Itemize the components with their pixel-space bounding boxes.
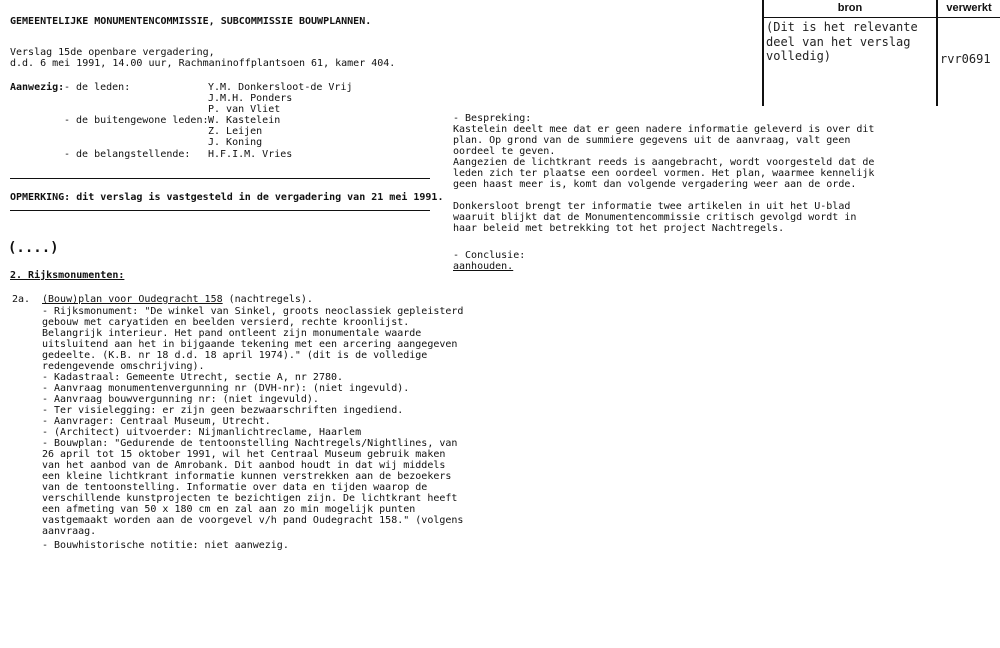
divider-top	[10, 178, 430, 179]
lid-1: Y.M. Donkersloot-de Vrij	[208, 82, 353, 93]
box-left-border	[762, 0, 764, 106]
bespreking-line: Donkersloot brengt ter informatie twee artikelen in uit het U-blad	[453, 201, 851, 212]
left-line: - (Architect) uitvoerder: Nijmanlichtreclame, Haarlem	[42, 427, 362, 438]
left-line: uitsluitend aan het in bijgaande tekening met een arcering aangegeven	[42, 339, 458, 350]
document-title: GEMEENTELIJKE MONUMENTENCOMMISSIE, SUBCOMMISSIE BOUWPLANNEN.	[10, 16, 372, 27]
left-line: een afmeting van 50 x 180 cm en zal aan zo min mogelijk punten	[42, 504, 416, 515]
ellipsis: (....)	[8, 240, 59, 256]
section-heading: 2. Rijksmonumenten:	[10, 270, 125, 281]
buitengewoon-lid-3: J. Koning	[208, 137, 263, 148]
bespreking-line: haar beleid met betrekking tot het project Nachtregels.	[453, 223, 785, 234]
bespreking-label: - Bespreking:	[453, 113, 532, 124]
opmerking: OPMERKING: dit verslag is vastgesteld in de vergadering van 21 mei 1991.	[10, 192, 444, 203]
bron-note-line-1: (Dit is het relevante	[766, 20, 918, 34]
left-line: - Bouwplan: "Gedurende de tentoonstelling Nachtregels/Nightlines, van	[42, 438, 458, 449]
item-title-rest: (nachtregels).	[222, 294, 313, 305]
item-number: 2a.	[12, 294, 31, 305]
bespreking-line: leden zich ter plaatse een oordeel vormen. Het plan, waarmee kennelijk	[453, 168, 875, 179]
left-line: aanvraag.	[42, 526, 97, 537]
left-line: een kleine lichtkrant informatie kunnen verstrekken aan de bezoekers	[42, 471, 452, 482]
left-line: - Kadastraal: Gemeente Utrecht, sectie A, nr 2780.	[42, 372, 344, 383]
verslag-line-1: Verslag 15de openbare vergadering,	[10, 47, 215, 58]
lid-2: J.M.H. Ponders	[208, 93, 293, 104]
bespreking-line: Aangezien de lichtkrant reeds is aangebracht, wordt voorgesteld dat de	[453, 157, 875, 168]
left-line: Belangrijk interieur. Het pand ontleent zijn monumentale waarde	[42, 328, 422, 339]
lid-3: P. van Vliet	[208, 104, 281, 115]
verslag-line-2: d.d. 6 mei 1991, 14.00 uur, Rachmaninoffplantsoen 61, kamer 404.	[10, 58, 396, 69]
aanwezig-label: Aanwezig:	[10, 82, 65, 93]
bron-header: bron	[837, 2, 863, 14]
left-line: - Aanvraag monumentenvergunning nr (DVH-nr): (niet ingevuld).	[42, 383, 410, 394]
left-line: - Ter visielegging: er zijn geen bezwaarschriften ingediend.	[42, 405, 404, 416]
conclusie-value: aanhouden.	[453, 261, 514, 272]
item-title	[42, 294, 313, 306]
buitengewone-label: - de buitengewone leden:	[64, 115, 209, 126]
left-line: 26 april tot 15 oktober 1991, wil het Centraal Museum gebruik maken	[42, 449, 446, 460]
belang-label: - de belangstellende:	[64, 149, 191, 160]
left-line: redengevende omschrijving).	[42, 361, 205, 372]
item-title-underlined: (Bouw)plan voor Oudegracht 158	[42, 294, 223, 305]
bespreking-line: plan. Op grond van de summiere gegevens uit de aanvraag, valt geen	[453, 135, 851, 146]
left-line: gebouw met caryatiden en beelden versierd, rechte kroonlijst.	[42, 317, 410, 328]
box-header-rule	[762, 17, 1000, 18]
belangstellende-1: H.F.I.M. Vries	[208, 149, 293, 160]
bespreking-line: geen haast meer is, komt dan volgende vergadering weer aan de orde.	[453, 179, 857, 190]
left-line: van de tentoonstelling. Informatie over data en tijden waarop de	[42, 482, 428, 493]
conclusie-label: - Conclusie:	[453, 250, 526, 261]
left-line: - Bouwhistorische notitie: niet aanwezig.	[42, 540, 289, 551]
bron-note-line-2: deel van het verslag	[766, 35, 911, 49]
divider-bottom	[10, 210, 430, 211]
bron-note-line-3: volledig)	[766, 49, 832, 63]
bespreking-line: oordeel te geven.	[453, 146, 556, 157]
box-middle-border	[936, 0, 938, 106]
verwerkt-header: verwerkt	[946, 2, 992, 14]
left-line: vastgemaakt worden aan de voorgevel v/h pand Oudegracht 158." (volgens	[42, 515, 464, 526]
left-line: verschillende kunstprojecten te bezichtigen zijn. De lichtkrant heeft	[42, 493, 458, 504]
left-line: - Aanvraag bouwvergunning nr: (niet ingevuld).	[42, 394, 319, 405]
buitengewoon-lid-2: Z. Leijen	[208, 126, 263, 137]
left-line: gedeelte. (K.B. nr 18 d.d. 18 april 1974)." (dit is de volledige	[42, 350, 428, 361]
bespreking-line: waaruit blijkt dat de Monumentencommissie critisch gevolgd wordt in	[453, 212, 857, 223]
verwerkt-code: rvr0691	[940, 52, 991, 66]
left-line: - Rijksmonument: "De winkel van Sinkel, groots neoclassiek gepleisterd	[42, 306, 464, 317]
buitengewoon-lid-1: W. Kastelein	[208, 115, 281, 126]
leden-label: - de leden:	[64, 82, 131, 93]
bespreking-line: Kastelein deelt mee dat er geen nadere informatie geleverd is over dit	[453, 124, 875, 135]
left-line: van het aanbod van de Amrobank. Dit aanbod houdt in dat wij middels	[42, 460, 446, 471]
left-line: - Aanvrager: Centraal Museum, Utrecht.	[42, 416, 271, 427]
